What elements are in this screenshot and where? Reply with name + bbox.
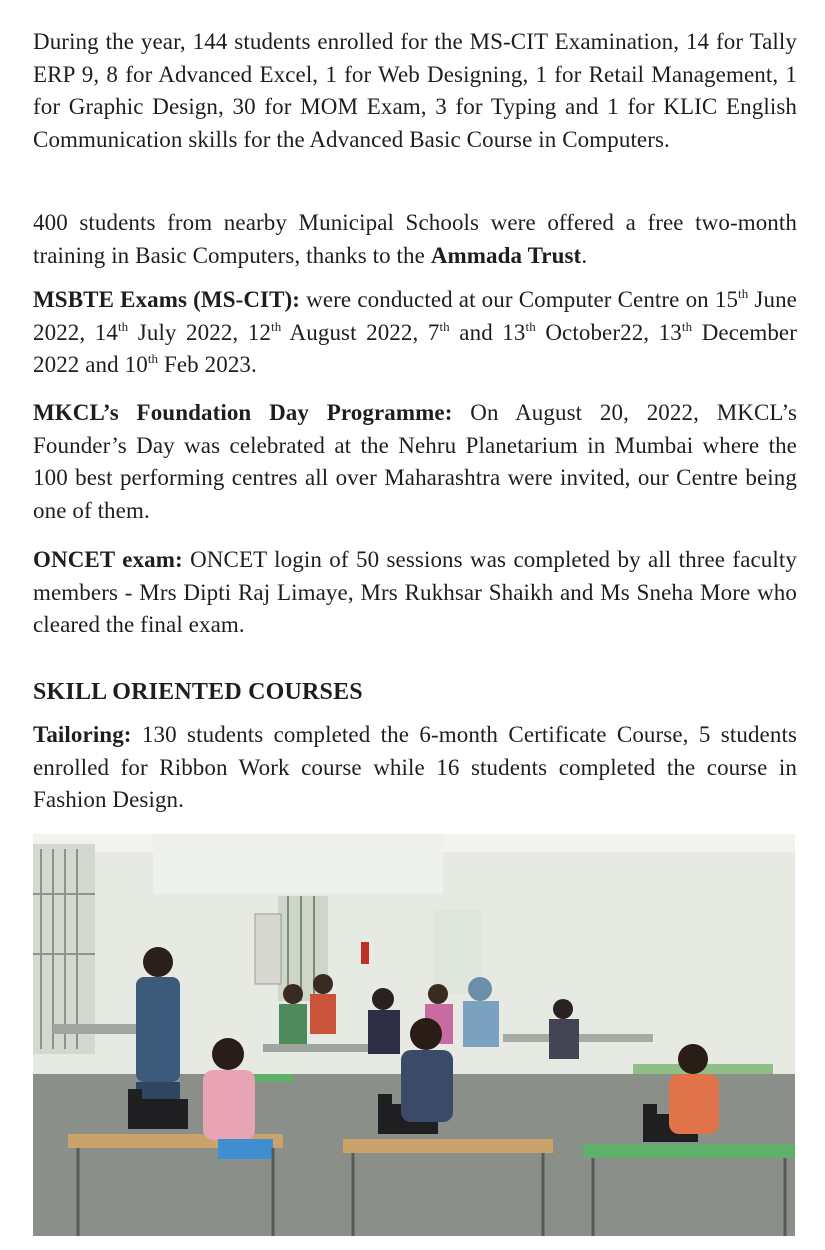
training-end: .	[581, 242, 588, 268]
mkcl-title: MKCL’s Foundation Day Programme:	[33, 400, 453, 425]
oncet-text: ONCET login of 50 sessions was completed by all three faculty members - Mrs Dipti Raj Limaye, Mrs Rukhsar Shaikh and Ms Sneha More who cleared the final exam.	[33, 547, 797, 637]
ordinal-suffix: th	[738, 286, 749, 301]
ordinal-suffix: th	[525, 318, 536, 334]
ordinal-suffix: th	[681, 318, 693, 334]
paragraph-tailoring	[33, 719, 797, 817]
msbte-text-4: August 2022, 7	[281, 319, 440, 345]
section-heading: SKILL ORIENTED COURSES	[33, 679, 363, 705]
msbte-text-6: October22, 13	[535, 319, 682, 345]
msbte-title: MSBTE Exams (MS-CIT):	[33, 287, 301, 312]
msbte-text-2: June 2022, 14	[33, 287, 797, 345]
ordinal-suffix: th	[117, 318, 129, 334]
ordinal-suffix: th	[439, 318, 450, 334]
classroom-illustration	[33, 834, 795, 1236]
paragraph-mkcl	[33, 397, 797, 527]
fire-extinguisher	[361, 942, 369, 964]
ordinal-suffix: th	[271, 318, 282, 334]
paragraph-msbte	[33, 284, 797, 382]
table-front-right	[583, 1144, 795, 1158]
paragraph-training	[33, 207, 797, 272]
mkcl-text: On August 20, 2022, MKCL’s Founder’s Day was celebrated at the Nehru Planetarium in Mumbai where the 100 best performing centres all over Maharashtra were invited, our Centre being one of them.	[33, 400, 797, 523]
paragraph-enrollment	[33, 26, 797, 156]
msbte-text-7: December 2022 and 10	[33, 319, 797, 377]
tailoring-classroom-photo	[33, 834, 795, 1236]
training-text: 400 students from nearby Municipal Schools were offered a free two-month training in Basic Computers, thanks to the	[33, 210, 797, 268]
tailoring-title: Tailoring:	[33, 722, 132, 747]
msbte-text-1: were conducted at our Computer Centre on 15	[300, 287, 739, 312]
table-front-middle	[343, 1139, 553, 1153]
oncet-title: ONCET exam:	[33, 547, 183, 572]
training-trust-name: Ammada Trust	[430, 242, 582, 268]
msbte-text-8: Feb 2023.	[158, 352, 257, 377]
enrollment-text: During the year, 144 students enrolled for the MS-CIT Examination, 14 for Tally ERP 9, 8 for Advanced Excel, 1 for Web Designing, 1 for Retail Management, 1 for Graphic Design, 30 for MOM Exam, 3 for Typing and 1 for KLIC English Communication skills for the Advanced Basic Course in Computers.	[33, 29, 797, 152]
paragraph-oncet	[33, 544, 797, 642]
ordinal-suffix: th	[147, 351, 159, 366]
msbte-text-5: and 13	[449, 319, 526, 345]
msbte-text-3: July 2022, 12	[128, 319, 271, 345]
tailoring-text: 130 students completed the 6-month Certificate Course, 5 students enrolled for Ribbon Work course while 16 students completed the course in Fashion Design.	[33, 722, 797, 812]
